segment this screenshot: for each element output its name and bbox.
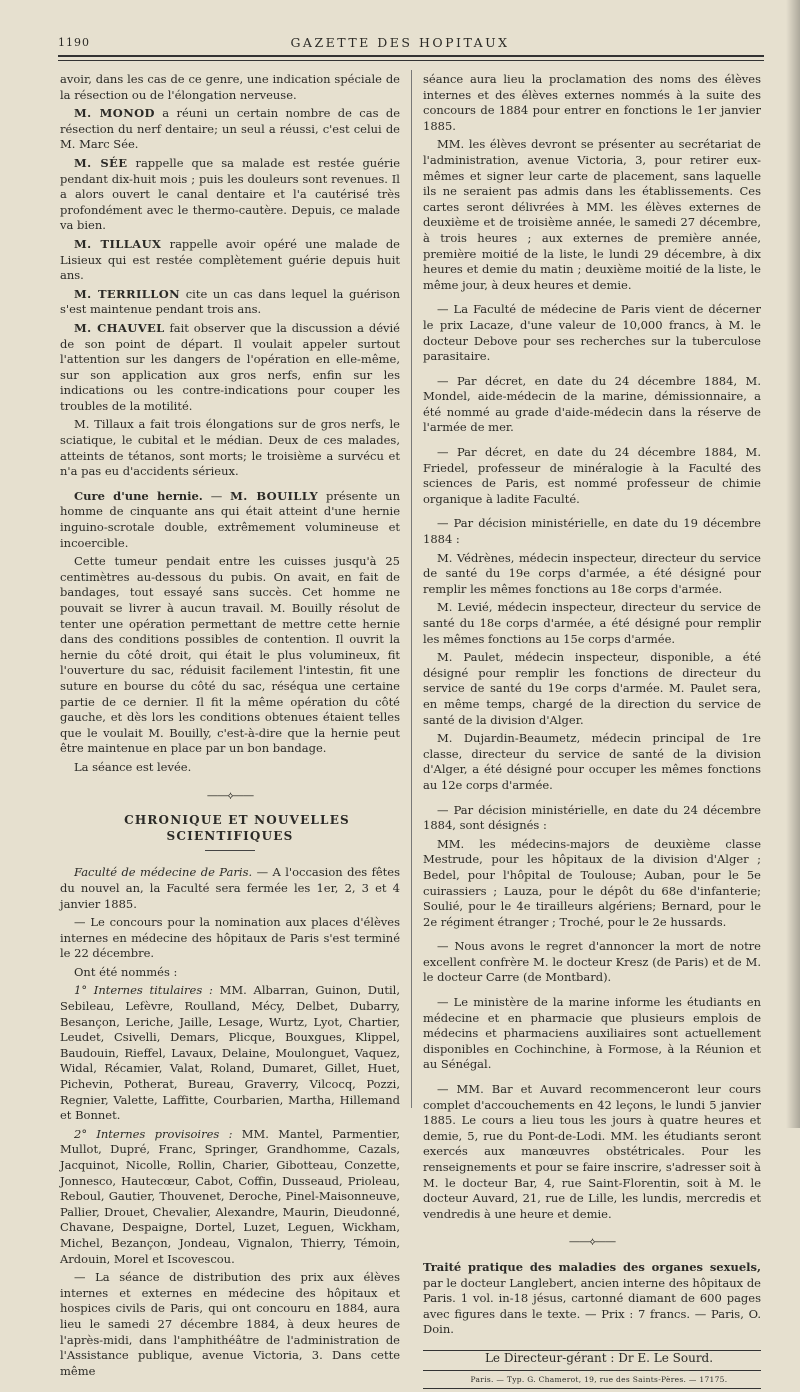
left-column	[60, 72, 400, 1382]
header-rule-thick	[58, 55, 764, 57]
paragraph: M. Dujardin-Beaumetz, médecin principal de 1re classe, directeur du service de santé de la division d'Alger, a été désigné pour occuper les mêmes fonctions au 12e corps d'armée.	[423, 731, 761, 792]
running-header-title: GAZETTE DES HOPITAUX	[290, 35, 510, 50]
closing-line: La séance est levée.	[74, 759, 192, 774]
director-line: Le Directeur-gérant : Dr E. Le Sourd.	[484, 1350, 714, 1365]
paragraph	[60, 156, 400, 234]
paragraph-text: MM. Mantel, Parmentier, Mullot, Dupré, Franc, Springer, Grandhomme, Cazals, Jacquinot, Nicolle, Rollin, Charier, Gibotteau, Conzette, Jonnesco, Hautecœur, Cabot, Coffin, Dusseaud, Prioleau, Reboul, Gautier, Thouvenet, Deroche, Pinel-Maisonneuve, Pallier, Drouet, Chevalier, Alexandre, Maurin, Dieudonné, Chavane, Despaigne, Dortel, Luzet, Leguen, Wickham, Michel, Bezançon, Jondeau, Vignalon, Thierry, Témoin, Ardouin, Morel et Iscovescou.	[60, 1126, 400, 1266]
paragraph	[60, 983, 400, 1123]
paragraph-text: par le docteur Langlebert, ancien interne des hôpitaux de Paris. 1 vol. in-18 jésus, cartonné diamant de 600 pages avec figures dans le texte. — Prix : 7 francs. — Paris, O. Doin.	[423, 1275, 761, 1337]
chronicle-heading: CHRONIQUE ET NOUVELLES SCIENTIFIQUES	[124, 813, 350, 843]
paragraph	[60, 321, 400, 415]
page-edge-shadow	[786, 0, 800, 1128]
paragraph: — Par décision ministérielle, en date du 24 décembre 1884, sont désignés :	[423, 802, 761, 833]
paragraph-text: — A l'occasion des fêtes du nouvel an, la Faculté sera fermée les 1er, 2, 3 et 4 janvier 1885.	[60, 865, 401, 911]
paragraph: avoir, dans les cas de ce genre, une indication spéciale de la résection ou de l'élongation nerveuse.	[60, 72, 400, 102]
paragraph: M. Védrènes, médecin inspecteur, directeur du service de santé du 19e corps d'armée, a été désigné pour remplir les mêmes fonctions au 18e corps d'armée.	[423, 550, 761, 596]
fleuron-divider: ——⟡——	[206, 788, 254, 802]
speaker-name: M. TILLAUX	[74, 236, 162, 251]
paragraph-text: présente un homme de cinquante ans qui était atteint d'une hernie inguino-scrotale double, extrêmement volumineuse et incoercible.	[60, 488, 400, 550]
paragraph: — La séance de distribution des prix aux élèves internes et externes en médecine des hôpitaux et hospices civils de Paris, qui ont concouru en 1884, aura lieu le samedi 27 décembre 1884, à deux heures de l'après-midi, dans l'amphithéâtre de l'administration de l'Assistance publique, avenue Victoria, 3. Dans cette même	[60, 1270, 400, 1378]
paragraph-text: MM. Albarran, Guinon, Dutil, Sebileau, Lefèvre, Roulland, Mécy, Delbet, Dubarry, Besançon, Leriche, Jaille, Lesage, Wurtz, Lyot, Chartier, Leudet, Csivelli, Demars, Plicque, Bouxgues, Klippel, Baudouin, Rieffel, Lavaux, Delaine, Moulonguet, Vaquez, Widal, Récamier, Valat, Roland, Dumaret, Gillet, Huet, Pichevin, Potherat, Bureau, Graverry, Vilcocq, Pozzi, Regnier, Valette, Laffitte, Courbarien, Martha, Hillemand et Bonnet.	[60, 983, 401, 1123]
short-rule	[205, 850, 255, 851]
paragraph: — Nous avons le regret d'annoncer la mort de notre excellent confrère M. le docteur Kresz (de Paris) et de M. le docteur Carre (de Montbard).	[423, 939, 761, 985]
paragraph-text: cite un cas dans lequel la guérison s'est maintenue pendant trois ans.	[60, 286, 400, 317]
book-title: Traité pratique des maladies des organes sexuels,	[423, 1259, 761, 1274]
paragraph: — Par décret, en date du 24 décembre 1884, M. Mondel, aide-médecin de la marine, démissionnaire, a été nommé au grade d'aide-médecin dans la réserve de l'armée de mer.	[423, 373, 761, 435]
paragraph: M. Tillaux a fait trois élongations sur de gros nerfs, le sciatique, le cubital et le médian. Deux de ces malades, atteints de tétanos, sont morts; le troisième a survécu et n'a pas eu d'accidents sérieux.	[60, 417, 400, 479]
printer-imprint: Paris. — Typ. G. Chamerot, 19, rue des Saints-Pères. — 17175.	[423, 1370, 761, 1390]
paragraph: M. Levié, médecin inspecteur, directeur du service de santé du 18e corps d'armée, a été désigné pour remplir les mêmes fonctions au 15e corps d'armée.	[423, 600, 761, 646]
paragraph: séance aura lieu la proclamation des noms des élèves internes et des élèves externes nommés à la suite des concours de 1884 pour entrer en fonctions le 1er janvier 1885.	[423, 72, 761, 133]
paragraph: MM. les élèves devront se présenter au secrétariat de l'administration, avenue Victoria, 3, pour retirer eux-mêmes et signer leur carte de placement, sans laquelle ils ne seraient pas admis dans les établissements. Ces cartes seront délivrées à MM. les élèves externes de deuxième et de troisième année, le samedi 27 décembre, à trois heures ; aux externes de première année, première moitié de la liste, le lundi 29 décembre, à dix heures et demie du matin ; deuxième moitié de la liste, le même jour, à deux heures et demie.	[423, 137, 761, 292]
hernia-paragraph	[60, 489, 400, 551]
paragraph	[60, 106, 400, 153]
paragraph-text: rappelle avoir opéré une malade de Lisieux qui est restée complètement guérie depuis huit ans.	[60, 236, 400, 283]
paragraph: Cette tumeur pendait entre les cuisses jusqu'à 25 centimètres au-dessous du pubis. On avait, en fait de bandages, tout essayé sans succès. Cet homme ne pouvait se livrer à aucun travail. M. Bouilly résolut de tenter une opération permettant de mettre cette hernie dans des conditions possibles de contention. Il ouvrit la hernie du côté droit, qui était le plus volumineux, fit l'ouverture du sac, réduisit facilement l'intestin, fit une suture en bourse du côté du sac, réséqua une certaine partie de ce dernier. Il fit la même opération du côté gauche, et dès lors les conditions obtenues étaient telles que le voulait M. Bouilly, c'est-à-dire que la hernie peut être maintenue en place par un bon bandage.	[60, 554, 400, 756]
paragraph: M. Paulet, médecin inspecteur, disponible, a été désigné pour remplir les fonctions de directeur du service de santé du 19e corps d'armée. M. Paulet sera, en même temps, chargé de la direction du service de santé de la division d'Alger.	[423, 650, 761, 727]
paragraph: — Le ministère de la marine informe les étudiants en médecine et en pharmacie que plusieurs emplois de médecins et pharmaciens auxiliaires sont actuellement disponibles en Cochinchine, à Formose, à la Réunion et au Sénégal.	[423, 995, 761, 1072]
speaker-name: M. SÉE	[74, 155, 128, 170]
list-label: 1° Internes titulaires :	[74, 983, 213, 998]
list-label: 2° Internes provisoires :	[74, 1126, 233, 1141]
paragraph-text: fait observer que la discussion a dévié de son point de départ. Il voulait appeler surtout l'attention sur les dangers de l'opération en elle-même, sur son application aux gros nerfs, enfin sur les indications ou les contre-indications pour couper les troubles de la motilité.	[60, 320, 400, 413]
item-heading: Faculté de médecine de Paris.	[74, 865, 253, 880]
speaker-name: M. CHAUVEL	[74, 320, 165, 335]
speaker-name: M. BOUILLY	[230, 488, 319, 503]
speaker-name: M. TERRILLON	[74, 286, 181, 301]
paragraph	[60, 865, 400, 912]
header-rule-thin	[58, 60, 764, 61]
book-notice	[423, 1260, 761, 1338]
dash: —	[202, 488, 231, 503]
paragraph	[60, 287, 400, 318]
paragraph: — MM. Bar et Auvard recommenceront leur cours complet d'accouchements en 42 leçons, le lundi 5 janvier 1885. Le cours a lieu tous les jours à quatre heures et demie, 5, rue du Pont-de-Lodi. MM. les étudiants seront exercés aux manœuvres obstétricales. Pour les renseignements et pour se faire inscrire, s'adresser soit à M. le docteur Bar, 4, rue Saint-Florentin, soit à M. le docteur Auvard, 21, rue de Lille, les lundis, mercredis et vendredis à une heure et demie.	[423, 1082, 761, 1221]
right-column	[423, 72, 761, 1392]
paragraph: — La Faculté de médecine de Paris vient de décerner le prix Lacaze, d'une valeur de 10,000 francs, à M. le docteur Debove pour ses recherches sur la tuberculose parasitaire.	[423, 302, 761, 364]
paragraph-text: rappelle que sa malade est restée guérie pendant dix-huit mois ; puis les douleurs sont revenues. Il a alors ouvert le canal dentaire et l'a cautérisé très profondément avec le thermo-cautère. Depuis, ce malade va bien.	[60, 155, 400, 233]
paragraph: — Par décret, en date du 24 décembre 1884, M. Friedel, professeur de minéralogie à la Faculté des sciences de Paris, est nommé professeur de chimie organique à ladite Faculté.	[423, 445, 761, 506]
paragraph: Ont été nommés :	[74, 964, 178, 979]
paragraph	[60, 237, 400, 284]
paragraph: — Par décision ministérielle, en date du 19 décembre 1884 :	[423, 516, 761, 547]
paragraph: MM. les médecins-majors de deuxième classe Mestrude, pour les hôpitaux de la division d'Alger ; Bedel, pour l'hôpital de Toulouse; Auban, pour le 5e cuirassiers ; Lauza, pour le dépôt du 68e d'infanterie; Soulié, pour le 4e tirailleurs algériens; Bernard, pour le 2e régiment étranger ; Troché, pour le 2e hussards.	[423, 836, 761, 929]
section-heading: Cure d'une hernie.	[74, 488, 203, 503]
paragraph	[60, 1127, 400, 1267]
paragraph-text: a réuni un certain nombre de cas de résection du nerf dentaire; un seul a réussi, c'est celui de M. Marc Sée.	[60, 106, 401, 152]
paragraph: — Le concours pour la nomination aux places d'élèves internes en médecine des hôpitaux de Paris s'est terminé le 22 décembre.	[60, 915, 400, 961]
speaker-name: M. MONOD	[74, 106, 155, 121]
page-number: 1190	[58, 36, 90, 49]
fleuron-divider: ——⟡——	[568, 1235, 616, 1249]
column-divider	[411, 70, 412, 1108]
